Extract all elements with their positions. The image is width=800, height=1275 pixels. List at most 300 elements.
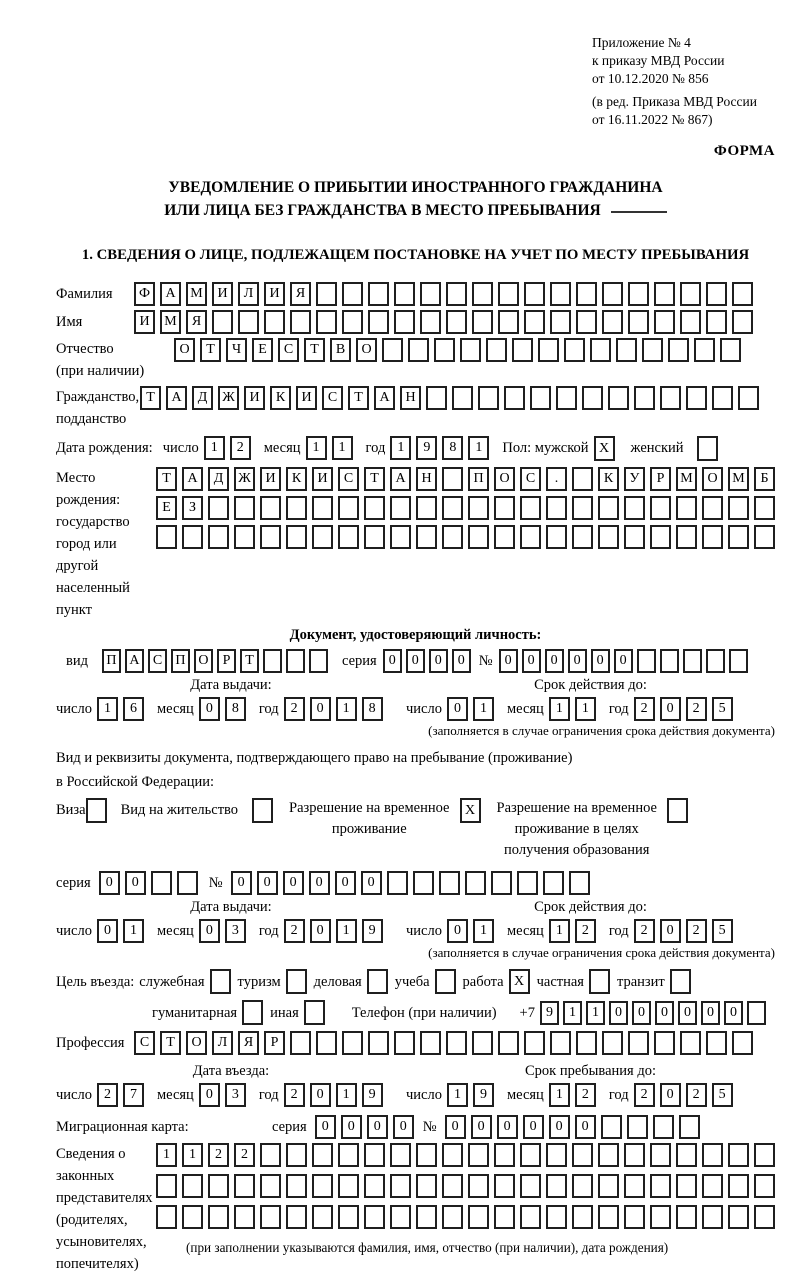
char-cell[interactable] (524, 282, 545, 306)
char-cell[interactable]: Р (650, 467, 671, 491)
char-cell[interactable] (252, 798, 273, 823)
char-cell[interactable]: 2 (97, 1083, 118, 1107)
char-cell[interactable] (616, 338, 637, 362)
char-cell[interactable]: 0 (310, 697, 331, 721)
char-cell[interactable] (524, 310, 545, 334)
char-cell[interactable] (676, 1205, 697, 1229)
char-cell[interactable]: М (728, 467, 749, 491)
char-cell[interactable]: 0 (471, 1115, 492, 1139)
char-cell[interactable] (654, 282, 675, 306)
char-cell[interactable]: С (338, 467, 359, 491)
char-cell[interactable] (208, 1174, 229, 1198)
char-cell[interactable] (642, 338, 663, 362)
char-cell[interactable] (572, 1143, 593, 1167)
char-cell[interactable]: Б (754, 467, 775, 491)
char-cell[interactable]: С (134, 1031, 155, 1055)
char-cell[interactable]: X (509, 969, 530, 994)
char-cell[interactable]: М (160, 310, 181, 334)
char-cell[interactable] (264, 310, 285, 334)
char-cell[interactable] (208, 496, 229, 520)
char-cell[interactable] (589, 969, 610, 994)
char-cell[interactable] (520, 1205, 541, 1229)
char-cell[interactable] (364, 496, 385, 520)
char-cell[interactable] (728, 1205, 749, 1229)
char-cell[interactable] (439, 871, 460, 895)
char-cell[interactable]: 9 (473, 1083, 494, 1107)
char-cell[interactable] (572, 525, 593, 549)
char-cell[interactable] (394, 282, 415, 306)
char-cell[interactable]: О (186, 1031, 207, 1055)
char-cell[interactable]: 1 (332, 436, 353, 460)
char-cell[interactable]: 1 (182, 1143, 203, 1167)
char-cell[interactable]: 0 (447, 919, 468, 943)
char-cell[interactable] (624, 1174, 645, 1198)
char-cell[interactable]: 1 (306, 436, 327, 460)
char-cell[interactable] (498, 1031, 519, 1055)
char-cell[interactable] (442, 525, 463, 549)
char-cell[interactable]: . (546, 467, 567, 491)
char-cell[interactable]: 2 (284, 1083, 305, 1107)
char-cell[interactable]: 2 (230, 436, 251, 460)
char-cell[interactable]: 2 (634, 697, 655, 721)
char-cell[interactable] (390, 496, 411, 520)
char-cell[interactable]: 2 (284, 697, 305, 721)
char-cell[interactable]: 8 (225, 697, 246, 721)
char-cell[interactable] (394, 310, 415, 334)
char-cell[interactable] (683, 649, 702, 673)
char-cell[interactable] (754, 1174, 775, 1198)
char-cell[interactable] (680, 282, 701, 306)
char-cell[interactable] (364, 1143, 385, 1167)
char-cell[interactable]: 0 (315, 1115, 336, 1139)
char-cell[interactable] (316, 282, 337, 306)
char-cell[interactable]: Т (160, 1031, 181, 1055)
char-cell[interactable] (390, 1205, 411, 1229)
char-cell[interactable] (676, 496, 697, 520)
char-cell[interactable] (608, 386, 629, 410)
char-cell[interactable] (212, 310, 233, 334)
char-cell[interactable]: И (212, 282, 233, 306)
char-cell[interactable] (242, 1000, 263, 1025)
char-cell[interactable] (312, 1205, 333, 1229)
char-cell[interactable] (338, 496, 359, 520)
char-cell[interactable] (316, 310, 337, 334)
char-cell[interactable] (650, 1205, 671, 1229)
char-cell[interactable] (182, 1205, 203, 1229)
char-cell[interactable] (452, 386, 473, 410)
char-cell[interactable] (676, 525, 697, 549)
char-cell[interactable] (491, 871, 512, 895)
char-cell[interactable] (706, 649, 725, 673)
char-cell[interactable] (602, 1031, 623, 1055)
char-cell[interactable]: И (264, 282, 285, 306)
char-cell[interactable]: 0 (660, 697, 681, 721)
char-cell[interactable] (728, 1174, 749, 1198)
char-cell[interactable]: А (166, 386, 187, 410)
char-cell[interactable] (680, 310, 701, 334)
char-cell[interactable]: 0 (199, 1083, 220, 1107)
char-cell[interactable] (286, 969, 307, 994)
char-cell[interactable] (494, 1205, 515, 1229)
char-cell[interactable]: У (624, 467, 645, 491)
char-cell[interactable]: 0 (257, 871, 278, 895)
char-cell[interactable]: Т (140, 386, 161, 410)
char-cell[interactable]: 1 (97, 697, 118, 721)
char-cell[interactable]: К (598, 467, 619, 491)
char-cell[interactable] (576, 282, 597, 306)
char-cell[interactable] (572, 496, 593, 520)
char-cell[interactable] (472, 282, 493, 306)
char-cell[interactable]: 0 (310, 919, 331, 943)
char-cell[interactable]: А (374, 386, 395, 410)
char-cell[interactable] (260, 496, 281, 520)
char-cell[interactable] (286, 496, 307, 520)
char-cell[interactable]: X (460, 798, 481, 823)
char-cell[interactable] (637, 649, 656, 673)
char-cell[interactable]: 2 (284, 919, 305, 943)
char-cell[interactable]: 0 (545, 649, 564, 673)
char-cell[interactable] (309, 649, 328, 673)
char-cell[interactable] (342, 282, 363, 306)
char-cell[interactable] (364, 525, 385, 549)
char-cell[interactable] (582, 386, 603, 410)
char-cell[interactable]: 0 (361, 871, 382, 895)
char-cell[interactable] (572, 1205, 593, 1229)
char-cell[interactable]: 1 (336, 1083, 357, 1107)
char-cell[interactable]: 0 (429, 649, 448, 673)
char-cell[interactable]: 0 (452, 649, 471, 673)
char-cell[interactable]: А (182, 467, 203, 491)
char-cell[interactable] (442, 1174, 463, 1198)
char-cell[interactable]: 0 (549, 1115, 570, 1139)
char-cell[interactable] (420, 282, 441, 306)
char-cell[interactable]: 2 (686, 1083, 707, 1107)
char-cell[interactable]: 0 (341, 1115, 362, 1139)
char-cell[interactable] (234, 1174, 255, 1198)
char-cell[interactable] (590, 338, 611, 362)
char-cell[interactable] (208, 525, 229, 549)
char-cell[interactable] (546, 1174, 567, 1198)
char-cell[interactable] (468, 1205, 489, 1229)
char-cell[interactable] (576, 1031, 597, 1055)
char-cell[interactable]: М (186, 282, 207, 306)
char-cell[interactable] (342, 1031, 363, 1055)
char-cell[interactable]: И (312, 467, 333, 491)
char-cell[interactable]: О (494, 467, 515, 491)
char-cell[interactable]: 0 (335, 871, 356, 895)
char-cell[interactable] (550, 310, 571, 334)
char-cell[interactable] (290, 310, 311, 334)
char-cell[interactable]: 1 (468, 436, 489, 460)
char-cell[interactable]: 2 (686, 919, 707, 943)
char-cell[interactable]: Д (192, 386, 213, 410)
char-cell[interactable]: 9 (362, 919, 383, 943)
char-cell[interactable]: 0 (575, 1115, 596, 1139)
char-cell[interactable] (472, 1031, 493, 1055)
char-cell[interactable] (156, 1205, 177, 1229)
char-cell[interactable]: 2 (208, 1143, 229, 1167)
char-cell[interactable]: О (194, 649, 213, 673)
char-cell[interactable] (702, 1174, 723, 1198)
char-cell[interactable]: 9 (540, 1001, 559, 1025)
char-cell[interactable] (654, 310, 675, 334)
char-cell[interactable] (667, 798, 688, 823)
char-cell[interactable]: 0 (199, 919, 220, 943)
char-cell[interactable]: 0 (609, 1001, 628, 1025)
char-cell[interactable] (182, 525, 203, 549)
char-cell[interactable] (598, 1143, 619, 1167)
char-cell[interactable] (390, 525, 411, 549)
char-cell[interactable] (738, 386, 759, 410)
char-cell[interactable] (210, 969, 231, 994)
char-cell[interactable] (512, 338, 533, 362)
char-cell[interactable] (338, 1143, 359, 1167)
char-cell[interactable]: 7 (123, 1083, 144, 1107)
char-cell[interactable] (286, 1143, 307, 1167)
char-cell[interactable] (520, 1174, 541, 1198)
char-cell[interactable] (517, 871, 538, 895)
char-cell[interactable]: 1 (156, 1143, 177, 1167)
char-cell[interactable] (290, 1031, 311, 1055)
char-cell[interactable] (304, 1000, 325, 1025)
char-cell[interactable] (546, 1205, 567, 1229)
char-cell[interactable] (624, 496, 645, 520)
char-cell[interactable] (260, 1205, 281, 1229)
char-cell[interactable] (416, 1143, 437, 1167)
char-cell[interactable]: 0 (655, 1001, 674, 1025)
char-cell[interactable]: А (160, 282, 181, 306)
char-cell[interactable] (177, 871, 198, 895)
char-cell[interactable]: М (676, 467, 697, 491)
char-cell[interactable] (546, 496, 567, 520)
char-cell[interactable]: Ж (234, 467, 255, 491)
char-cell[interactable]: 0 (660, 1083, 681, 1107)
char-cell[interactable]: 0 (199, 697, 220, 721)
char-cell[interactable] (494, 496, 515, 520)
char-cell[interactable] (460, 338, 481, 362)
char-cell[interactable] (382, 338, 403, 362)
char-cell[interactable] (728, 525, 749, 549)
char-cell[interactable]: 0 (309, 871, 330, 895)
char-cell[interactable] (468, 496, 489, 520)
char-cell[interactable] (394, 1031, 415, 1055)
char-cell[interactable] (312, 1174, 333, 1198)
char-cell[interactable] (494, 1174, 515, 1198)
char-cell[interactable]: 0 (99, 871, 120, 895)
char-cell[interactable] (653, 1115, 674, 1139)
char-cell[interactable]: С (278, 338, 299, 362)
char-cell[interactable]: 0 (701, 1001, 720, 1025)
char-cell[interactable] (408, 338, 429, 362)
char-cell[interactable]: Я (186, 310, 207, 334)
char-cell[interactable]: 1 (336, 919, 357, 943)
char-cell[interactable]: С (520, 467, 541, 491)
char-cell[interactable] (312, 1143, 333, 1167)
char-cell[interactable]: 0 (231, 871, 252, 895)
char-cell[interactable]: 0 (632, 1001, 651, 1025)
char-cell[interactable] (416, 525, 437, 549)
char-cell[interactable] (442, 467, 463, 491)
char-cell[interactable] (468, 1143, 489, 1167)
char-cell[interactable] (598, 1205, 619, 1229)
char-cell[interactable]: З (182, 496, 203, 520)
char-cell[interactable]: 1 (473, 919, 494, 943)
char-cell[interactable]: К (270, 386, 291, 410)
char-cell[interactable]: С (148, 649, 167, 673)
char-cell[interactable] (478, 386, 499, 410)
char-cell[interactable]: 0 (445, 1115, 466, 1139)
char-cell[interactable] (208, 1205, 229, 1229)
char-cell[interactable] (234, 496, 255, 520)
char-cell[interactable] (550, 282, 571, 306)
char-cell[interactable]: 2 (575, 1083, 596, 1107)
char-cell[interactable] (435, 969, 456, 994)
char-cell[interactable] (416, 1205, 437, 1229)
char-cell[interactable]: К (286, 467, 307, 491)
char-cell[interactable] (679, 1115, 700, 1139)
char-cell[interactable] (732, 1031, 753, 1055)
char-cell[interactable] (598, 525, 619, 549)
char-cell[interactable] (494, 1143, 515, 1167)
char-cell[interactable]: 0 (393, 1115, 414, 1139)
char-cell[interactable] (338, 1205, 359, 1229)
char-cell[interactable]: 0 (660, 919, 681, 943)
char-cell[interactable]: Р (264, 1031, 285, 1055)
char-cell[interactable] (628, 282, 649, 306)
char-cell[interactable]: И (260, 467, 281, 491)
char-cell[interactable] (286, 1205, 307, 1229)
char-cell[interactable] (624, 1143, 645, 1167)
char-cell[interactable]: X (594, 436, 615, 461)
char-cell[interactable]: 0 (724, 1001, 743, 1025)
char-cell[interactable] (338, 1174, 359, 1198)
char-cell[interactable]: 2 (634, 919, 655, 943)
char-cell[interactable] (286, 525, 307, 549)
char-cell[interactable] (86, 798, 107, 823)
char-cell[interactable]: Ж (218, 386, 239, 410)
char-cell[interactable]: 1 (563, 1001, 582, 1025)
char-cell[interactable] (728, 496, 749, 520)
char-cell[interactable]: Т (200, 338, 221, 362)
char-cell[interactable] (728, 1143, 749, 1167)
char-cell[interactable]: Т (364, 467, 385, 491)
char-cell[interactable]: 1 (575, 697, 596, 721)
char-cell[interactable] (538, 338, 559, 362)
char-cell[interactable]: 0 (614, 649, 633, 673)
char-cell[interactable] (504, 386, 525, 410)
char-cell[interactable]: О (702, 467, 723, 491)
char-cell[interactable] (286, 1174, 307, 1198)
char-cell[interactable] (263, 649, 282, 673)
char-cell[interactable]: Е (156, 496, 177, 520)
char-cell[interactable] (702, 525, 723, 549)
char-cell[interactable] (598, 1174, 619, 1198)
char-cell[interactable]: 0 (522, 649, 541, 673)
char-cell[interactable] (316, 1031, 337, 1055)
char-cell[interactable]: 1 (549, 1083, 570, 1107)
char-cell[interactable] (156, 525, 177, 549)
char-cell[interactable] (468, 1174, 489, 1198)
char-cell[interactable]: П (171, 649, 190, 673)
char-cell[interactable]: Р (217, 649, 236, 673)
char-cell[interactable] (494, 525, 515, 549)
char-cell[interactable] (390, 1143, 411, 1167)
char-cell[interactable]: 8 (362, 697, 383, 721)
char-cell[interactable] (556, 386, 577, 410)
char-cell[interactable] (676, 1143, 697, 1167)
char-cell[interactable] (650, 1174, 671, 1198)
char-cell[interactable]: 3 (225, 919, 246, 943)
char-cell[interactable] (706, 1031, 727, 1055)
char-cell[interactable] (628, 1031, 649, 1055)
char-cell[interactable] (530, 386, 551, 410)
char-cell[interactable] (260, 525, 281, 549)
char-cell[interactable] (546, 1143, 567, 1167)
char-cell[interactable]: 1 (473, 697, 494, 721)
char-cell[interactable]: 5 (712, 919, 733, 943)
char-cell[interactable]: Н (400, 386, 421, 410)
char-cell[interactable] (364, 1174, 385, 1198)
char-cell[interactable] (624, 525, 645, 549)
char-cell[interactable] (650, 496, 671, 520)
char-cell[interactable] (720, 338, 741, 362)
char-cell[interactable] (754, 1205, 775, 1229)
char-cell[interactable] (572, 1174, 593, 1198)
char-cell[interactable] (680, 1031, 701, 1055)
char-cell[interactable] (442, 496, 463, 520)
char-cell[interactable] (416, 1174, 437, 1198)
char-cell[interactable]: И (244, 386, 265, 410)
char-cell[interactable] (624, 1205, 645, 1229)
char-cell[interactable] (628, 310, 649, 334)
char-cell[interactable] (238, 310, 259, 334)
char-cell[interactable]: 6 (123, 697, 144, 721)
char-cell[interactable] (434, 338, 455, 362)
char-cell[interactable] (413, 871, 434, 895)
char-cell[interactable]: 0 (678, 1001, 697, 1025)
char-cell[interactable]: 1 (447, 1083, 468, 1107)
char-cell[interactable] (732, 310, 753, 334)
char-cell[interactable]: Я (290, 282, 311, 306)
char-cell[interactable] (702, 1143, 723, 1167)
char-cell[interactable]: П (468, 467, 489, 491)
char-cell[interactable]: 0 (523, 1115, 544, 1139)
char-cell[interactable]: 2 (234, 1143, 255, 1167)
char-cell[interactable] (156, 1174, 177, 1198)
char-cell[interactable]: 0 (447, 697, 468, 721)
char-cell[interactable] (702, 1205, 723, 1229)
char-cell[interactable]: Л (212, 1031, 233, 1055)
char-cell[interactable] (702, 496, 723, 520)
char-cell[interactable] (627, 1115, 648, 1139)
char-cell[interactable] (416, 496, 437, 520)
char-cell[interactable]: А (390, 467, 411, 491)
char-cell[interactable]: Л (238, 282, 259, 306)
char-cell[interactable]: В (330, 338, 351, 362)
char-cell[interactable]: Н (416, 467, 437, 491)
char-cell[interactable] (660, 386, 681, 410)
char-cell[interactable] (442, 1143, 463, 1167)
char-cell[interactable] (634, 386, 655, 410)
char-cell[interactable] (572, 467, 593, 491)
char-cell[interactable] (601, 1115, 622, 1139)
char-cell[interactable]: 0 (499, 649, 518, 673)
char-cell[interactable] (367, 969, 388, 994)
char-cell[interactable]: 0 (568, 649, 587, 673)
char-cell[interactable] (660, 649, 679, 673)
char-cell[interactable] (364, 1205, 385, 1229)
char-cell[interactable] (472, 310, 493, 334)
